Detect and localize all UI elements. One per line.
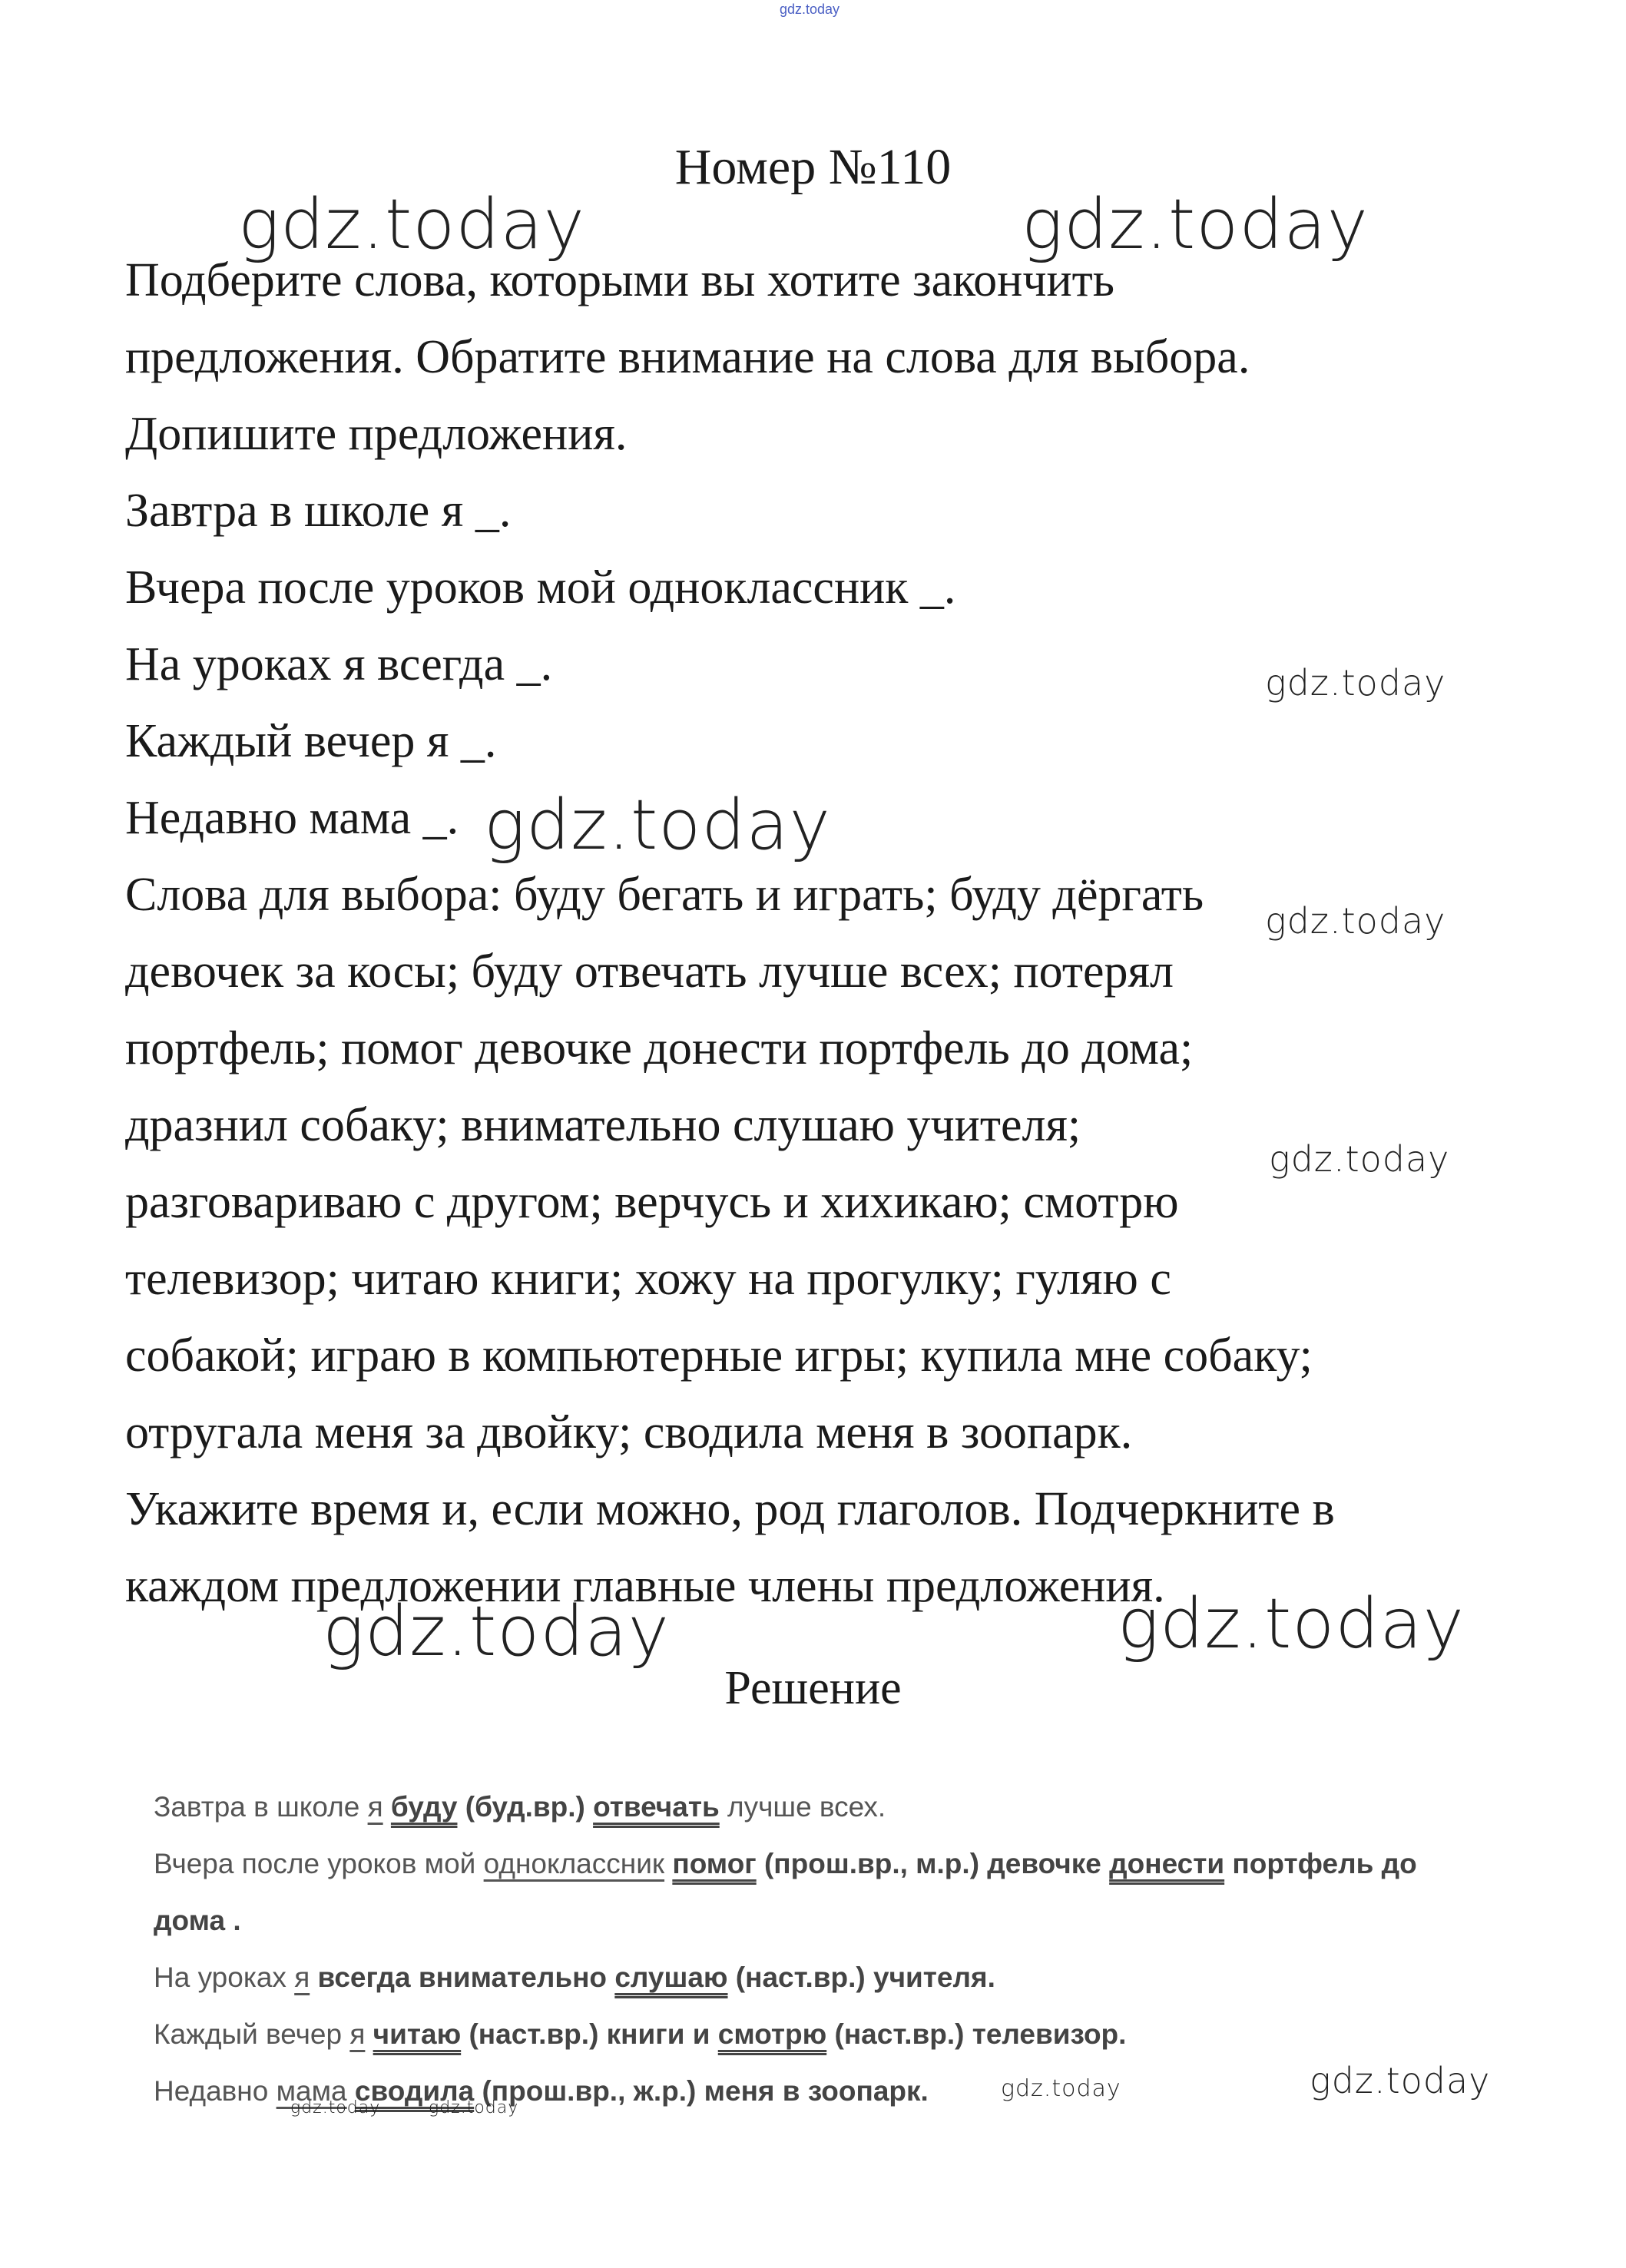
predicate: смотрю bbox=[717, 2018, 827, 2050]
watermark: gdz.today bbox=[1310, 2060, 1491, 2101]
watermark: gdz.today bbox=[429, 2098, 519, 2117]
verb-note: (прош.вр., ж.р.) меня в зоопарк. bbox=[474, 2075, 929, 2107]
plain-text: Недавно bbox=[154, 2075, 277, 2107]
predicate: слушаю bbox=[614, 1962, 728, 1993]
predicate: буду bbox=[390, 1791, 458, 1823]
verb-note: (наст.вр.) телевизор. bbox=[826, 2018, 1127, 2050]
plain-text: дома . bbox=[154, 1905, 241, 1936]
watermark: gdz.today bbox=[484, 785, 831, 866]
task-line: Недавно мама _. bbox=[125, 792, 459, 844]
predicate: отвечать bbox=[593, 1791, 720, 1823]
plain-text: портфель до bbox=[1224, 1848, 1417, 1879]
subject: я bbox=[294, 1962, 310, 1993]
plain-text: Каждый вечер bbox=[154, 2018, 350, 2050]
task-line: Завтра в школе я _. bbox=[125, 485, 512, 537]
plain-text: всегда внимательно bbox=[310, 1962, 615, 1993]
plain-text: Вчера после уроков мой bbox=[154, 1848, 484, 1879]
verb-note: (прош.вр., м.р.) девочке bbox=[756, 1848, 1110, 1879]
verb-note: (наст.вр.) учителя. bbox=[727, 1962, 995, 1993]
plain-text bbox=[664, 1848, 672, 1879]
top-watermark: gdz.today bbox=[780, 2, 840, 17]
task-line: Каждый вечер я _. bbox=[125, 715, 497, 767]
watermark: gdz.today bbox=[1022, 184, 1369, 265]
task-line: собакой; играю в компьютерные игры; купила мне собаку; bbox=[125, 1329, 1313, 1382]
predicate: сводила bbox=[354, 2075, 475, 2107]
task-line: девочек за косы; буду отвечать лучше всех; потерял bbox=[125, 945, 1174, 998]
watermark: gdz.today bbox=[1269, 1138, 1450, 1180]
task-line: отругала меня за двойку; сводила меня в зоопарк. bbox=[125, 1406, 1133, 1458]
subject: я bbox=[367, 1791, 383, 1823]
task-line: телевизор; читаю книги; хожу на прогулку; гуляю с bbox=[125, 1253, 1171, 1305]
predicate: донести bbox=[1109, 1848, 1225, 1879]
verb-note: (буд.вр.) bbox=[457, 1791, 594, 1823]
task-line: Вчера после уроков мой одноклассник _. bbox=[125, 561, 956, 614]
watermark: gdz.today bbox=[1118, 1584, 1465, 1664]
task-line: Подберите слова, которыми вы хотите закончить bbox=[125, 254, 1115, 306]
task-line: дразнил собаку; внимательно слушаю учителя; bbox=[125, 1099, 1081, 1151]
solution-line bbox=[154, 1779, 1536, 1836]
solution-line bbox=[154, 2006, 1536, 2063]
solution-line bbox=[154, 1892, 1536, 1949]
task-line: каждом предложении главные члены предложения. bbox=[125, 1560, 1165, 1612]
verb-note: (наст.вр.) книги и bbox=[461, 2018, 718, 2050]
watermark: gdz.today bbox=[323, 1591, 670, 1672]
watermark: gdz.today bbox=[1265, 900, 1446, 942]
subject: я bbox=[349, 2018, 366, 2050]
plain-text: лучше всех. bbox=[719, 1791, 886, 1823]
task-line: портфель; помог девочке донести портфель до дома; bbox=[125, 1022, 1194, 1074]
subject: мама bbox=[276, 2075, 347, 2107]
subject: одноклассник bbox=[483, 1848, 665, 1879]
task-line: На уроках я всегда _. bbox=[125, 638, 553, 690]
watermark: gdz.today bbox=[290, 2098, 381, 2117]
predicate: помог bbox=[672, 1848, 757, 1879]
predicate: читаю bbox=[373, 2018, 462, 2050]
task-line: разговариваю с другом; верчусь и хихикаю; смотрю bbox=[125, 1176, 1179, 1228]
plain-text bbox=[383, 1791, 391, 1823]
page-title: Номер №110 bbox=[674, 139, 952, 195]
watermark: gdz.today bbox=[1001, 2075, 1121, 2102]
task-line: Слова для выбора: буду бегать и играть; буду дёргать bbox=[125, 869, 1204, 921]
watermark: gdz.today bbox=[238, 184, 585, 265]
task-line: предложения. Обратите внимание на слова для выбора. bbox=[125, 331, 1250, 383]
plain-text bbox=[365, 2018, 373, 2050]
task-line: Укажите время и, если можно, род глаголов. Подчеркните в bbox=[125, 1483, 1335, 1535]
solution-line bbox=[154, 1949, 1536, 2006]
plain-text: На уроках bbox=[154, 1962, 295, 1993]
watermark: gdz.today bbox=[1265, 662, 1446, 704]
task-line: Допишите предложения. bbox=[125, 408, 628, 460]
plain-text: Завтра в школе bbox=[154, 1791, 368, 1823]
solution-title: Решение bbox=[724, 1662, 902, 1714]
solution-line bbox=[154, 1836, 1536, 1892]
